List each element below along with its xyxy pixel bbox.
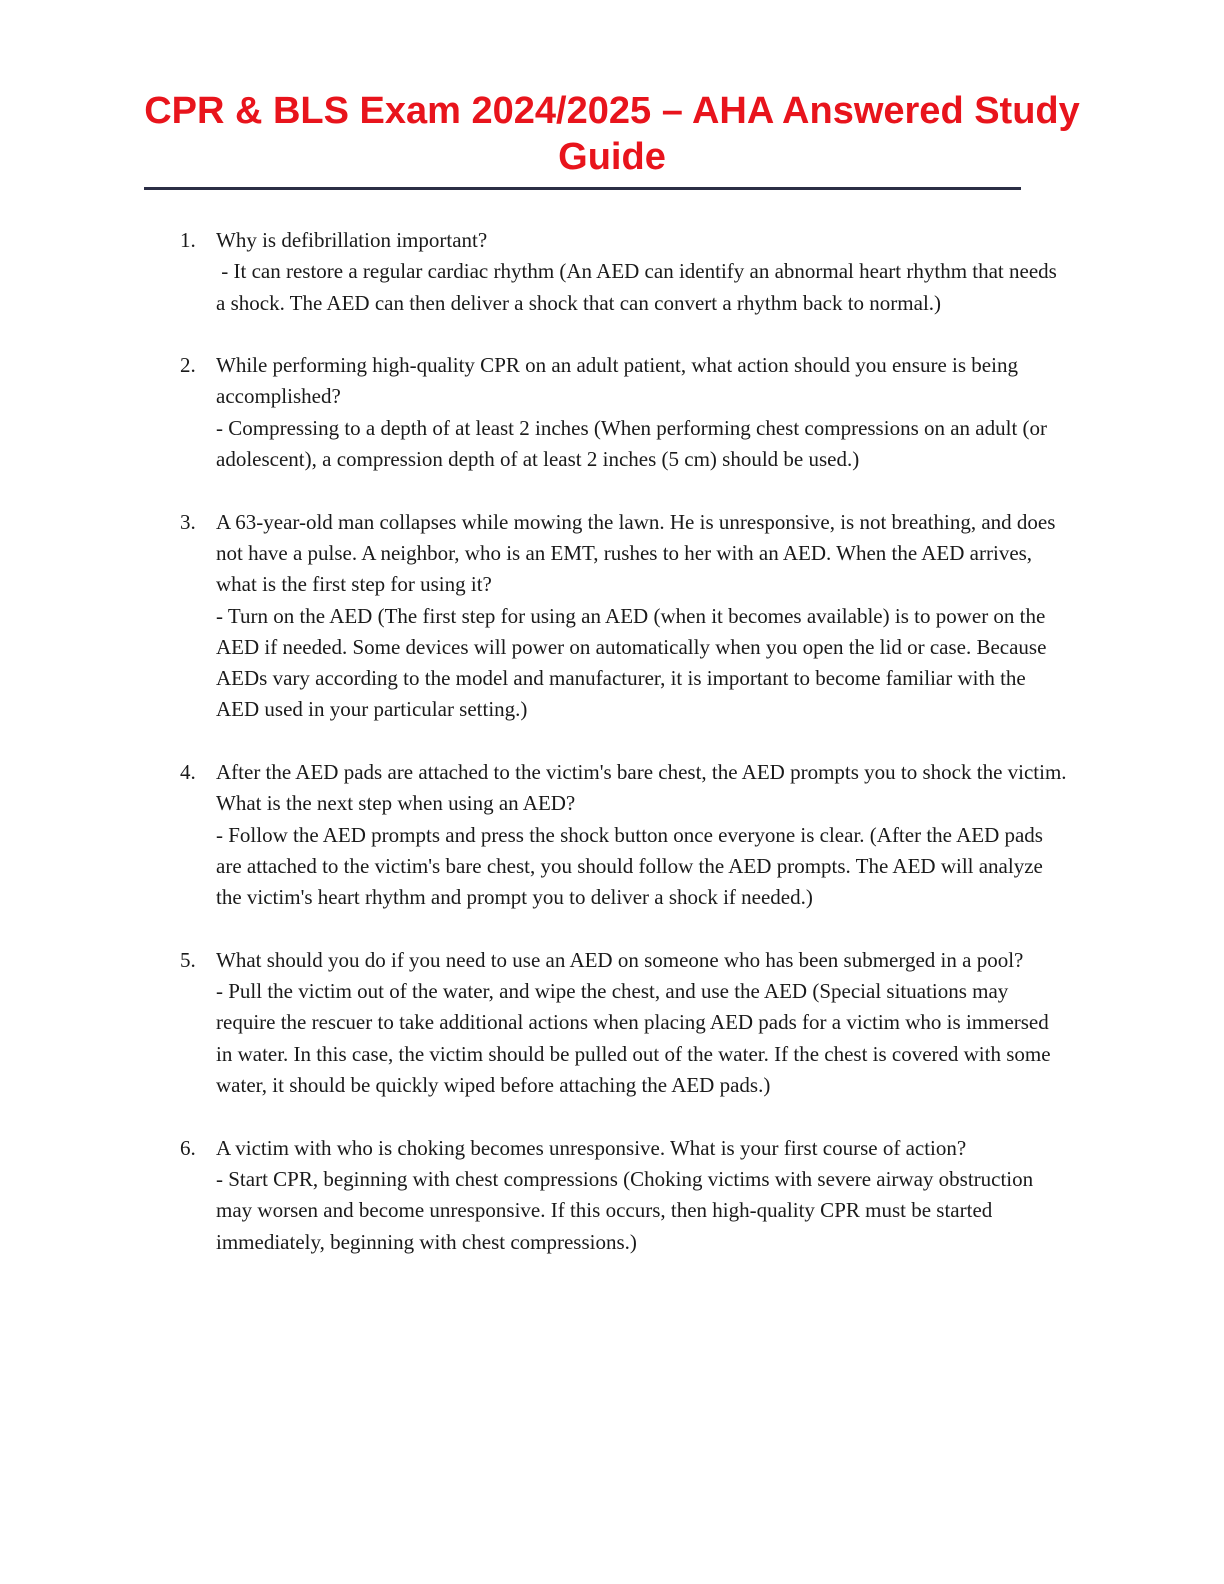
question-number: 3. [180, 509, 196, 534]
question-text: What should you do if you need to use an AED on someone who has been submerged in a pool? [216, 947, 1024, 972]
title-divider [144, 187, 1021, 190]
question-item [0, 225, 1068, 319]
answer-text: - It can restore a regular cardiac rhythm (An AED can identify an abnormal heart rhythm that needs a shock. The AED can then deliver a shock that can convert a rhythm back to normal.) [216, 259, 1057, 315]
question-text: After the AED pads are attached to the victim's bare chest, the AED prompts you to shock the victim. What is the next step when using an AED? [216, 760, 1067, 816]
page-title: CPR & BLS Exam 2024/2025 – AHA Answered Study Guide [144, 90, 1080, 178]
question-number: 6. [180, 1135, 196, 1160]
question-list [0, 225, 1224, 1289]
answer-text: - Start CPR, beginning with chest compressions (Choking victims with severe airway obstruction may worsen and become unresponsive. If this occurs, then high-quality CPR must be started immediately, beginning with chest compressions.) [216, 1166, 1034, 1254]
answer-text: - Follow the AED prompts and press the shock button once everyone is clear. (After the AED pads are attached to the victim's bare chest, you should follow the AED prompts. The AED will analyze the victim's heart rhythm and prompt you to deliver a shock if needed.) [216, 822, 1043, 910]
question-item [0, 350, 1068, 475]
question-text: While performing high-quality CPR on an adult patient, what action should you ensure is being accomplished? [216, 353, 1018, 409]
question-text: A victim with who is choking becomes unresponsive. What is your first course of action? [216, 1135, 967, 1160]
question-item [0, 507, 1068, 726]
question-item [0, 945, 1068, 1101]
question-number: 2. [180, 353, 196, 378]
question-number: 4. [180, 760, 196, 785]
question-text: Why is defibrillation important? [216, 228, 488, 252]
answer-text: - Turn on the AED (The first step for using an AED (when it becomes available) is to power on the AED if needed. Some devices will power on automatically when you open the lid or case. Because AEDs vary according to the model and manufacturer, it is important to become familiar with the AED used in your particular setting.) [216, 603, 1047, 722]
question-number: 5. [180, 947, 196, 972]
answer-text: - Compressing to a depth of at least 2 inches (When performing chest compressions on an adult (or adolescent), a compression depth of at least 2 inches (5 cm) should be used.) [216, 415, 1048, 472]
question-item [0, 757, 1068, 913]
question-item [0, 1133, 1068, 1258]
question-number: 1. [180, 228, 196, 252]
answer-text: - Pull the victim out of the water, and wipe the chest, and use the AED (Special situations may require the rescuer to take additional actions when placing AED pads for a victim who is immersed in water. In this case, the victim should be pulled out of the water. If the chest is covered with some water, it should be quickly wiped before attaching the AED pads.) [216, 979, 1051, 1098]
question-text: A 63-year-old man collapses while mowing the lawn. He is unresponsive, is not breathing, and does not have a pulse. A neighbor, who is an EMT, rushes to her with an AED. When the AED arrives, what is the first step for using it? [216, 509, 1056, 597]
